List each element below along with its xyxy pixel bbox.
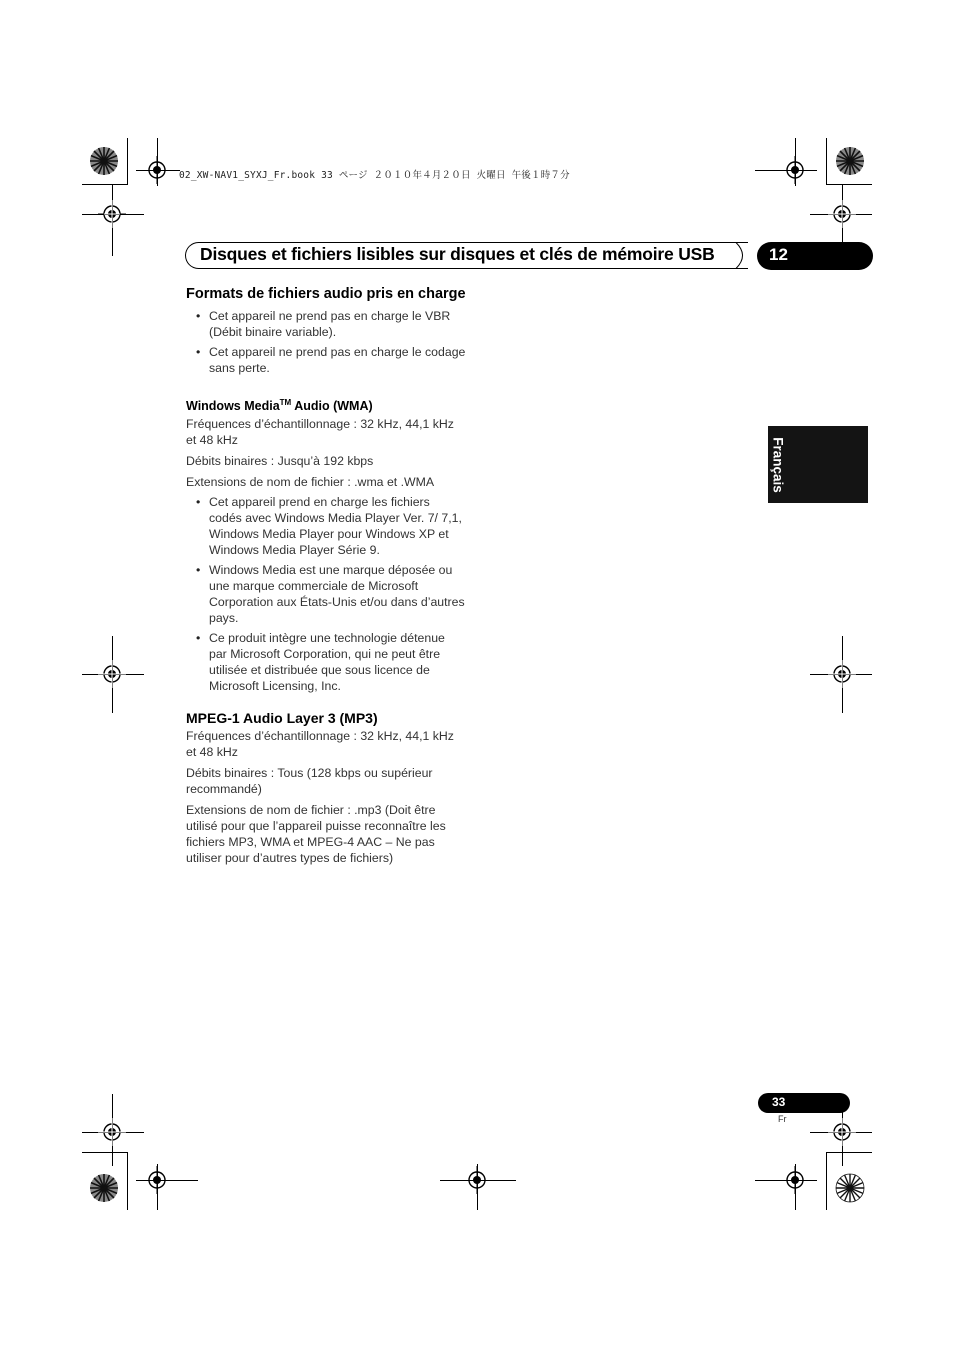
section-bullet-list	[186, 308, 466, 376]
registration-mark-icon	[781, 156, 809, 184]
registration-mark-icon	[463, 1166, 491, 1194]
wma-heading	[186, 398, 466, 415]
chapter-title: Disques et fichiers lisibles sur disques et clés de mémoire USB	[200, 244, 715, 264]
star-target-icon	[89, 146, 119, 176]
wma-heading-suffix: Audio (WMA)	[291, 399, 373, 413]
list-item: • Ce produit intègre une technologie détenue par Microsoft Corporation, qui ne peut être utilisée et distribuée que sous licence de Microsoft Licensing, Inc.	[186, 630, 466, 694]
star-target-icon	[89, 1173, 119, 1203]
mp3-extensions: Extensions de nom de fichier : .mp3 (Doit être utilisé pour que l’appareil puisse reconnaître les fichiers MP3, WMA et MPEG-4 AAC – Ne pas utiliser pour d’autres types de fichiers)	[186, 803, 446, 865]
section-heading: Formats de fichiers audio pris en charge	[186, 286, 466, 302]
registration-mark-icon	[98, 1118, 126, 1146]
registration-mark-icon	[828, 1118, 856, 1146]
registration-mark-icon	[143, 1166, 171, 1194]
mp3-heading: MPEG-1 Audio Layer 3 (MP3)	[186, 710, 378, 726]
list-item: • Cet appareil ne prend pas en charge le codage sans perte.	[186, 344, 466, 376]
list-item: • Cet appareil ne prend pas en charge le VBR (Débit binaire variable).	[186, 308, 466, 340]
registration-mark-icon	[828, 660, 856, 688]
mp3-frequencies: Fréquences d’échantillonnage : 32 kHz, 44,1 kHz et 48 kHz	[186, 729, 454, 759]
wma-heading-text: Windows Media	[186, 399, 280, 413]
list-item: • Windows Media est une marque déposée ou une marque commerciale de Microsoft Corporation aux États-Unis et/ou dans d’autres pays.	[186, 562, 466, 626]
registration-mark-icon	[143, 156, 171, 184]
registration-mark-icon	[781, 1166, 809, 1194]
registration-mark-icon	[98, 660, 126, 688]
print-file-header: 02_XW-NAV1_SYXJ_Fr.book 33 ページ ２０１０年４月２０日 火曜日 午後１時７分	[179, 170, 570, 181]
mp3-bitrates: Débits binaires : Tous (128 kbps ou supérieur recommandé)	[186, 766, 433, 796]
wma-extensions: Extensions de nom de fichier : .wma et .WMA	[186, 475, 435, 489]
registration-mark-icon	[98, 200, 126, 228]
chapter-number: 12	[769, 245, 788, 264]
registration-mark-icon	[828, 200, 856, 228]
trademark-superscript: TM	[279, 397, 292, 407]
language-tab-label: Français	[770, 437, 786, 493]
list-item: • Cet appareil prend en charge les fichiers codés avec Windows Media Player Ver. 7/ 7,1, Windows Media Player pour Windows XP et Windows Media Player Série 9.	[186, 494, 466, 558]
page-number: 33	[772, 1095, 786, 1109]
wma-bitrates: Débits binaires : Jusqu’à 192 kbps	[186, 454, 374, 468]
content-column	[186, 285, 466, 866]
wma-frequencies: Fréquences d’échantillonnage : 32 kHz, 44,1 kHz et 48 kHz	[186, 417, 454, 447]
wma-bullet-list	[186, 494, 466, 694]
page-language-code: Fr	[778, 1114, 787, 1124]
star-target-icon	[835, 146, 865, 176]
star-target-icon	[835, 1173, 865, 1203]
chapter-header-arrow	[728, 242, 750, 269]
